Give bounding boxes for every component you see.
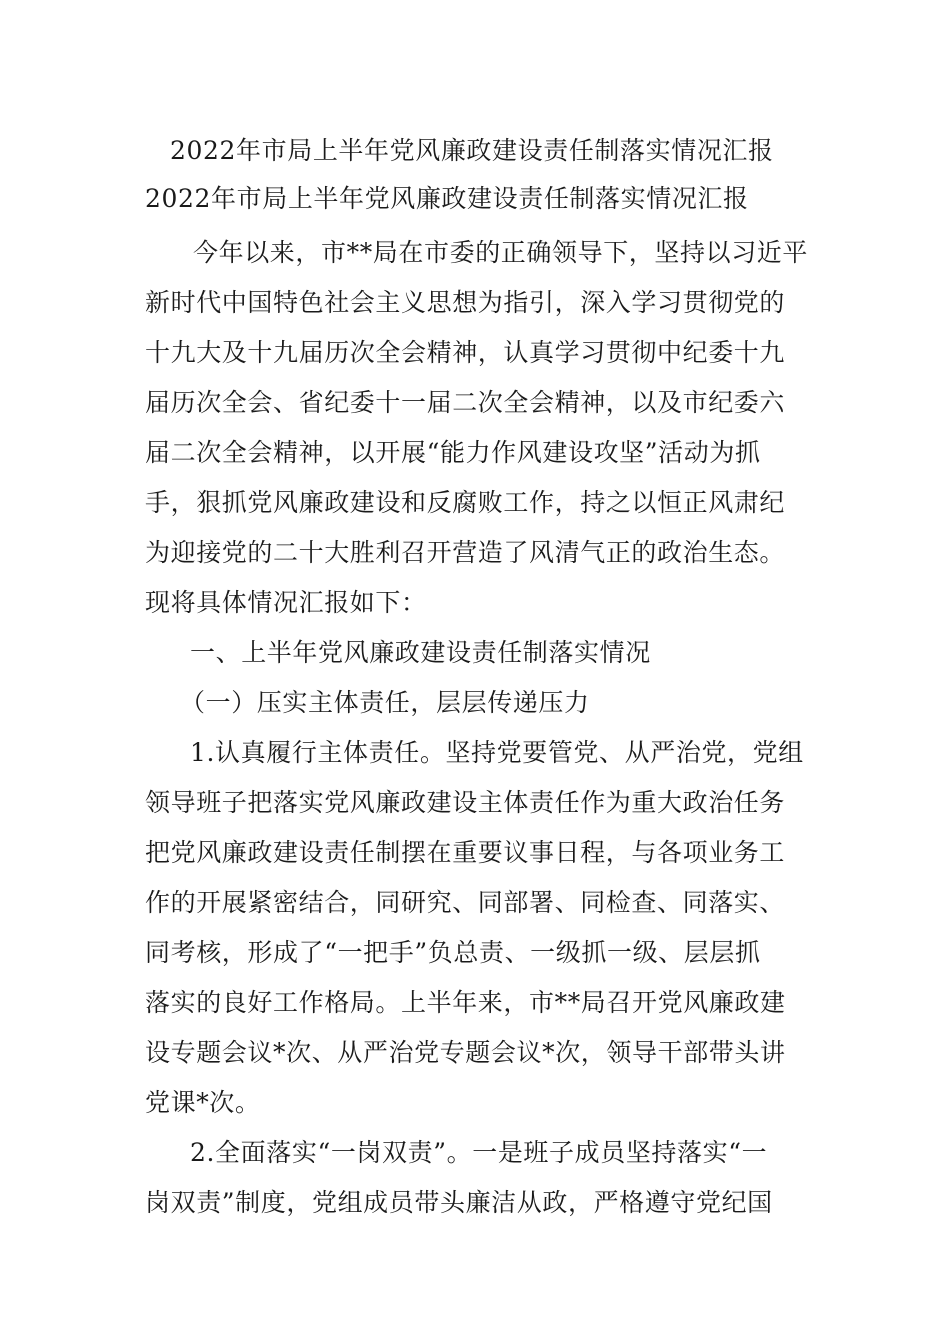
- document-title: 2022年市局上半年党风廉政建设责任制落实情况汇报: [170, 136, 774, 165]
- item-1-paragraph-line: 把党风廉政建设责任制摆在重要议事日程，与各项业务工: [145, 838, 786, 867]
- section-heading: 一、上半年党风廉政建设责任制落实情况: [190, 638, 651, 667]
- intro-paragraph-line: 届历次全会、省纪委十一届二次全会精神，以及市纪委六: [145, 388, 786, 417]
- intro-paragraph-line: 届二次全会精神，以开展“能力作风建设攻坚”活动为抓: [145, 438, 761, 467]
- item-1-paragraph-line: 党课*次。: [145, 1088, 261, 1117]
- item-2-paragraph-line: 岗双责”制度，党组成员带头廉洁从政，严格遵守党纪国: [145, 1188, 773, 1217]
- intro-paragraph-line: 新时代中国特色社会主义思想为指引，深入学习贯彻党的: [145, 288, 786, 317]
- intro-paragraph-line: 十九大及十九届历次全会精神，认真学习贯彻中纪委十九: [145, 338, 786, 367]
- item-1-paragraph-line: 同考核，形成了“一把手”负总责、一级抓一级、层层抓: [145, 938, 761, 967]
- subsection-heading: （一）压实主体责任，层层传递压力: [180, 688, 590, 717]
- item-1-paragraph-line: 设专题会议*次、从严治党专题会议*次，领导干部带头讲: [145, 1038, 786, 1067]
- intro-paragraph-line: 现将具体情况汇报如下：: [145, 588, 427, 617]
- item-1-paragraph-line: 作的开展紧密结合，同研究、同部署、同检查、同落实、: [145, 888, 786, 917]
- intro-paragraph-line: 手，狠抓党风廉政建设和反腐败工作，持之以恒正风肃纪: [145, 488, 786, 517]
- item-1-paragraph-line: 1.认真履行主体责任。坚持党要管党、从严治党，党组: [190, 738, 804, 767]
- intro-paragraph-line: 今年以来，市**局在市委的正确领导下，坚持以习近平: [193, 238, 809, 267]
- item-1-paragraph-line: 落实的良好工作格局。上半年来，市**局召开党风廉政建: [145, 988, 786, 1017]
- intro-paragraph-line: 为迎接党的二十大胜利召开营造了风清气正的政治生态。: [145, 538, 786, 567]
- item-2-paragraph-line: 2.全面落实“一岗双责”。一是班子成员坚持落实“一: [190, 1138, 768, 1167]
- document-title-repeat: 2022年市局上半年党风廉政建设责任制落实情况汇报: [145, 184, 749, 213]
- item-1-paragraph-line: 领导班子把落实党风廉政建设主体责任作为重大政治任务: [145, 788, 786, 817]
